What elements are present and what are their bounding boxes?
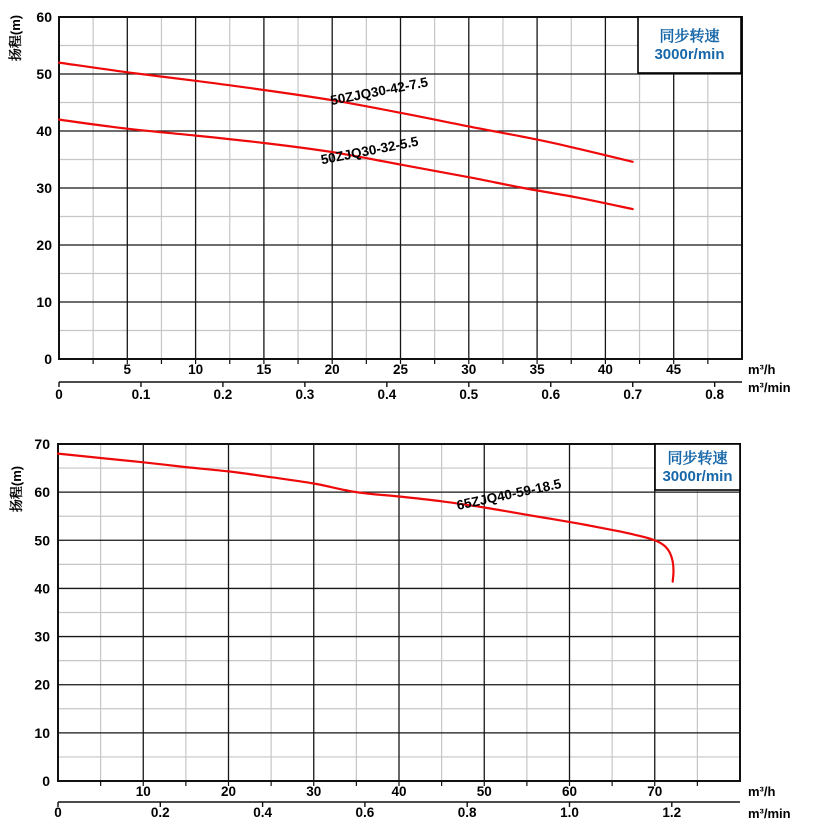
x-axis-unit-primary: m³/h — [748, 784, 776, 799]
secondary-tick-label: 0 — [55, 387, 63, 402]
chart-bottom — [9, 436, 791, 821]
y-tick-label: 10 — [34, 724, 50, 741]
x-tick-label: 50 — [476, 784, 492, 799]
x-tick-label: 70 — [647, 784, 663, 799]
speed-box-rect — [638, 17, 741, 73]
secondary-tick-label: 0.4 — [377, 387, 397, 402]
x-tick-label: 60 — [561, 784, 578, 799]
secondary-tick-label: 0.2 — [213, 387, 233, 402]
secondary-axis — [55, 382, 742, 402]
curve-label: 65ZJQ40-59-18.5 — [455, 476, 563, 513]
secondary-tick-label: 0.6 — [355, 805, 375, 820]
chart-top — [8, 9, 791, 402]
y-tick-label: 40 — [36, 123, 52, 139]
curve-label: 50ZJQ30-32-5.5 — [319, 133, 420, 168]
y-tick-label: 70 — [34, 436, 50, 452]
x-tick-label: 30 — [306, 784, 322, 799]
secondary-axis — [54, 802, 740, 820]
secondary-tick-label: 0.8 — [705, 387, 725, 402]
y-tick-label: 20 — [34, 676, 50, 693]
y-tick-label: 0 — [44, 351, 52, 367]
secondary-tick-label: 0.5 — [459, 387, 479, 402]
x-tick-label: 20 — [220, 784, 237, 799]
x-axis-unit-secondary: m³/min — [748, 806, 791, 821]
x-axis-unit-secondary: m³/min — [748, 380, 791, 395]
speed-box-line1: 同步转速 — [659, 28, 720, 45]
y-tick-label: 30 — [36, 180, 52, 196]
y-axis-title: 扬程(m) — [8, 14, 23, 62]
secondary-tick-label: 0.3 — [295, 387, 315, 402]
y-tick-label: 30 — [34, 628, 50, 645]
speed-box — [655, 444, 740, 490]
y-axis-title: 扬程(m) — [9, 465, 24, 513]
x-tick-label: 10 — [135, 784, 151, 799]
speed-box-line2: 3000r/min — [662, 468, 733, 485]
x-tick-label: 10 — [188, 362, 204, 377]
speed-box-line2: 3000r/min — [654, 46, 725, 63]
curve-label: 50ZJQ30-42-7.5 — [329, 74, 430, 109]
x-tick-label: 5 — [123, 362, 132, 377]
secondary-tick-label: 0.6 — [541, 387, 561, 402]
secondary-tick-label: 0.4 — [253, 805, 272, 820]
x-axis-unit-primary: m³/h — [748, 362, 776, 377]
y-tick-label: 0 — [42, 773, 50, 789]
speed-box-line1: 同步转速 — [667, 450, 728, 467]
pump-curve-50ZJQ30-32-5.5 — [59, 120, 633, 210]
secondary-tick-label: 1.2 — [662, 805, 682, 820]
secondary-tick-label: 0.7 — [623, 387, 643, 402]
speed-box — [638, 17, 741, 73]
x-tick-label: 25 — [392, 362, 409, 377]
y-tick-label: 60 — [36, 9, 52, 25]
y-tick-label: 60 — [34, 484, 50, 501]
secondary-tick-label: 0.8 — [457, 805, 477, 820]
secondary-tick-label: 0.1 — [131, 387, 151, 402]
x-tick-label: 35 — [529, 362, 545, 377]
y-tick-label: 50 — [34, 532, 50, 549]
x-tick-label: 15 — [256, 362, 272, 377]
secondary-tick-label: 1.0 — [560, 805, 579, 820]
secondary-tick-label: 0 — [54, 805, 62, 820]
y-tick-label: 20 — [36, 237, 52, 253]
x-tick-label: 40 — [391, 784, 407, 799]
x-tick-label: 40 — [597, 362, 613, 377]
y-tick-label: 50 — [36, 66, 52, 82]
x-tick-label: 30 — [461, 362, 477, 377]
y-tick-label: 10 — [36, 294, 52, 310]
pump-curve-65ZJQ40-59-18.5 — [58, 454, 674, 582]
x-tick-label: 20 — [324, 362, 340, 377]
x-tick-label: 45 — [666, 362, 682, 377]
secondary-tick-label: 0.2 — [150, 805, 170, 820]
y-tick-label: 40 — [34, 580, 50, 597]
